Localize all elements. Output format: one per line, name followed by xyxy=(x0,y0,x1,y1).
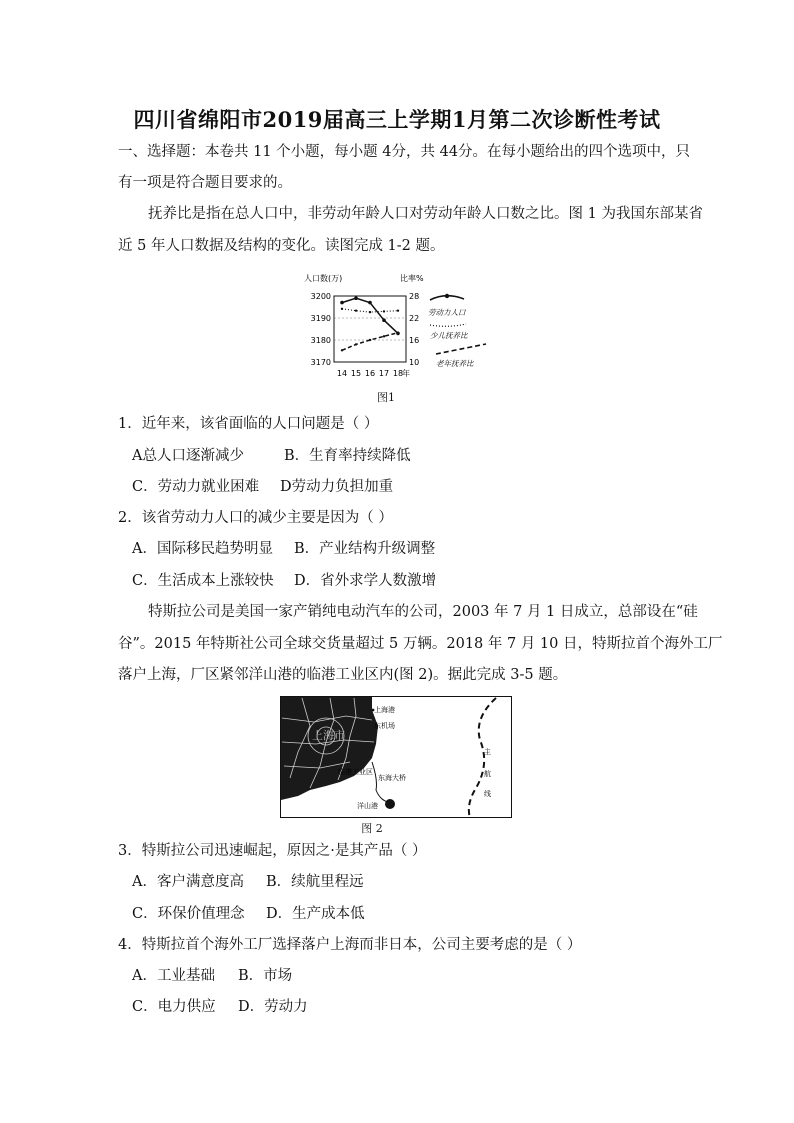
chart-point xyxy=(368,301,372,305)
map-label-route-3: 线 xyxy=(484,790,491,798)
chart-gridlines xyxy=(334,318,406,340)
legend-child-label: 少儿抚养比 xyxy=(430,331,468,340)
q4-option-c: C．电力供应 xyxy=(132,999,216,1015)
map-label-port: 上海港 xyxy=(374,706,395,714)
chart-point xyxy=(354,296,358,300)
q1-stem: 1．近年来，该省面临的人口问题是（ ） xyxy=(118,416,379,432)
q3-stem: 3．特斯拉公司迅速崛起，原因之·是其产品（ ） xyxy=(118,843,427,859)
chart-y2tick-label: 22 xyxy=(409,314,420,323)
chart-point xyxy=(341,349,343,351)
legend-child-line xyxy=(430,324,466,326)
q1-option-b: B．生育率持续降低 xyxy=(284,448,411,464)
chart-point xyxy=(369,311,371,313)
chart-point xyxy=(383,310,385,312)
chart-y2tick-label: 16 xyxy=(409,336,420,345)
q1-option-a: A总人口逐渐减少 xyxy=(132,448,244,464)
q1-option-d: D劳动力负担加重 xyxy=(280,479,394,495)
chart-xtick-label: 16 xyxy=(364,369,376,378)
map-label-bridge: 东海大桥 xyxy=(378,774,406,782)
chart-series xyxy=(340,296,400,351)
figure2-caption: 图 2 xyxy=(361,822,383,835)
q3-option-a: A．客户满意度高 xyxy=(132,874,244,890)
intro2-line2: 谷”。2015 年特斯社公司全球交货量超过 5 万辆。2018 年 7 月 10 日，特斯拉首个海外工厂 xyxy=(118,636,723,652)
chart-ytick-label: 3200 xyxy=(310,292,331,301)
q2-option-b: B．产业结构升级调整 xyxy=(294,541,436,557)
chart-point xyxy=(355,309,357,311)
map-point-yangshan xyxy=(385,799,395,809)
chart-xtick-label: 18 xyxy=(392,369,404,378)
q1-option-c: C．劳动力就业困难 xyxy=(132,479,260,495)
q2-option-a: A．国际移民趋势明显 xyxy=(132,541,273,557)
chart-xtick-label: 17 xyxy=(378,369,390,378)
map-label-city: 上海市 xyxy=(312,729,345,742)
exam-title: 四川省绵阳市2019届高三上学期1月第二次诊断性考试 xyxy=(133,107,661,132)
intro2-line1: 特斯拉公司是美国一家产销纯电动汽车的公司，2003 年 7 月 1 日成立，总部设在“硅 xyxy=(148,604,698,620)
section-instruction-line2: 有一项是符合题目要求的。 xyxy=(118,175,292,191)
chart-ytick-label: 3180 xyxy=(310,336,331,345)
chart-xtick-label: 15 xyxy=(350,369,362,378)
map-label-route-2: 航 xyxy=(484,770,491,778)
chart-point xyxy=(397,309,399,311)
chart-yticks-left xyxy=(311,292,331,367)
q3-option-d: D．生产成本低 xyxy=(266,906,365,922)
chart-xtick-label: 14 xyxy=(336,369,348,378)
q3-option-b: B．续航里程远 xyxy=(266,874,364,890)
chart-ytick-label: 3190 xyxy=(310,314,331,323)
intro1-line1: 抚养比是指在总人口中，非劳动年龄人口对劳动年龄人口数之比。图 1 为我国东部某省 xyxy=(148,206,703,222)
chart-plot-frame xyxy=(334,296,406,362)
figure1-caption: 图1 xyxy=(377,391,395,404)
q4-option-d: D．劳动力 xyxy=(238,999,308,1015)
chart-y2tick-label: 28 xyxy=(409,292,420,301)
chart-point xyxy=(341,308,343,310)
section-instruction-line1: 一、选择题：本卷共 11 个小题，每小题 4分，共 44分。在每小题给出的四个选项中，只 xyxy=(118,144,691,160)
q2-option-d: D．省外求学人数激增 xyxy=(294,573,437,589)
chart-point xyxy=(355,343,357,345)
chart-ytick-label: 3170 xyxy=(310,358,331,367)
map-label-yangshan: 洋山港 xyxy=(357,802,378,810)
chart-ylabel-right: 比率% xyxy=(400,274,424,283)
intro2-line3: 落户上海，厂区紧邻洋山港的临港工业区内(图 2)。据此完成 3-5 题。 xyxy=(118,667,568,683)
chart-point xyxy=(383,335,385,337)
q4-option-a: A．工业基础 xyxy=(132,968,215,984)
q3-option-c: C．环保价值理念 xyxy=(132,906,245,922)
chart-xlabel: 年 xyxy=(402,369,410,378)
chart-point xyxy=(397,331,399,333)
chart-point xyxy=(340,301,344,305)
q2-stem: 2．该省劳动力人口的减少主要是因为（ ） xyxy=(118,510,393,526)
chart-series-line-3 xyxy=(342,333,398,351)
chart-xticks xyxy=(337,369,403,378)
chart-point xyxy=(369,339,371,341)
q4-stem: 4．特斯拉首个海外工厂选择落户上海而非日本，公司主要考虑的是（ ） xyxy=(118,937,582,953)
legend-elder-label: 老年抚养比 xyxy=(436,359,474,368)
figure2-map xyxy=(280,696,512,818)
q4-option-b: B．市场 xyxy=(238,968,293,984)
q2-option-c: C．生活成本上涨较快 xyxy=(132,573,274,589)
map-label-industrial: 临港工业区 xyxy=(338,768,373,776)
legend-labor-marker xyxy=(445,294,449,298)
legend-elder-line xyxy=(436,344,486,354)
chart-y2tick-label: 10 xyxy=(409,358,420,367)
chart-yticks-right xyxy=(409,292,419,367)
figure1-chart xyxy=(296,272,496,384)
chart-ylabel-left: 人口数(万) xyxy=(304,274,343,283)
legend-labor-label: 劳动力人口 xyxy=(428,308,466,317)
chart-point xyxy=(382,318,386,322)
map-label-route-1: 主 xyxy=(484,748,491,756)
intro1-line2: 近 5 年人口数据及结构的变化。读图完成 1-2 题。 xyxy=(118,238,445,254)
map-label-airport: 东机场 xyxy=(374,722,395,730)
